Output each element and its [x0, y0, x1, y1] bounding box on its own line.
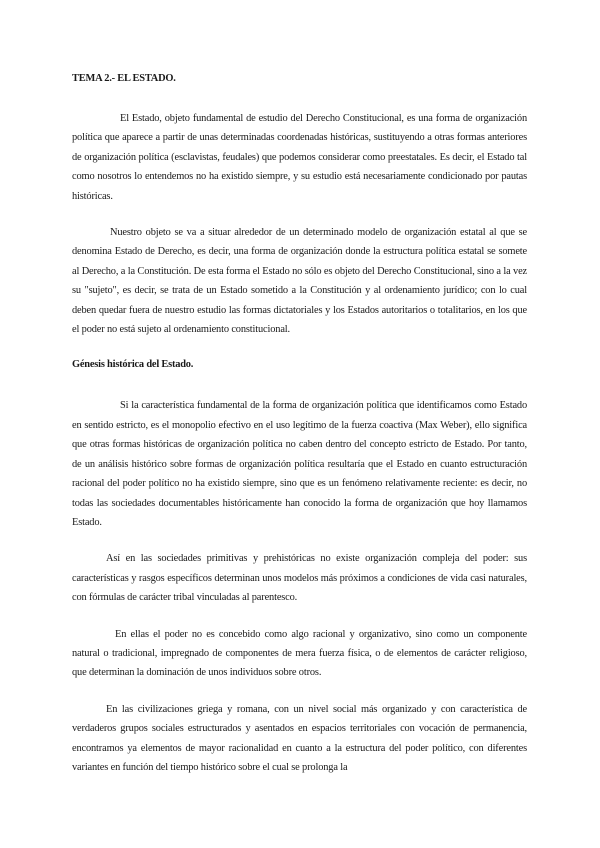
- document-body: [72, 72, 527, 777]
- document-title: TEMA 2.- EL ESTADO.: [72, 73, 176, 84]
- paragraph-section-4: En las civilizaciones griega y romana, con un nivel social más organizado y con característica de verdaderos grupos sociales estructurados y asentados en espacios territoriales con vocación de permanencia, encontramos ya elementos de mayor racionalidad en cuanto a la estructura del poder político, con diferentes variantes en función del tiempo histórico sobre el cual se prolonga la: [72, 703, 527, 773]
- paragraph-intro-2: Nuestro objeto se va a situar alrededor de un determinado modelo de organización estatal al que se denomina Estado de Derecho, es decir, una forma de organización donde la estructura política estatal se somete al Derecho, a la Constitución. De esta forma el Estado no sólo es objeto del Derecho Constitucional, sino a la vez su "sujeto", es decir, se trata de un Estado sometido a la Constitución y al ordenamiento jurídico; con lo cual deben quedar fuera de nuestro estudio las formas dictatoriales y los Estados autoritarios o totalitarios, en los que el poder no está sujeto al ordenamiento constitucional.: [72, 227, 527, 336]
- paragraph-section-1: Si la característica fundamental de la forma de organización política que identificamos como Estado en sentido estricto, es el monopolio efectivo en el uso legítimo de la fuerza coactiva (Max Weber), ello significa que otras formas históricas de organización política no caben dentro del concepto estricto de Estado. Por tanto, de un análisis histórico sobre formas de organización política resultaría que el Estado en cuanto estructuración racional del poder político no ha existido siempre, sino que es un fenómeno relativamente reciente: es decir, no todas las sociedades documentables históricamente han conocido la forma de organización que hoy llamamos Estado.: [72, 400, 527, 528]
- paragraph-intro-1: El Estado, objeto fundamental de estudio del Derecho Constitucional, es una forma de organización política que aparece a partir de unas determinadas coordenadas históricas, sustituyendo a otras formas anteriores de organización política (esclavistas, feudales) que podemos considerar como preestatales. Es decir, el Estado tal como nosotros lo entendemos no ha existido siempre, y su estudio está necesariamente condicionado por pautas históricas.: [72, 113, 527, 202]
- paragraph-section-3: En ellas el poder no es concebido como algo racional y organizativo, sino como un componente natural o tradicional, impregnado de componentes de mera fuerza física, o de elementos de carácter religioso, que determinan la dominación de unos individuos sobre otros.: [72, 628, 527, 679]
- section-heading: Génesis histórica del Estado.: [72, 359, 194, 371]
- paragraph-section-2: Así en las sociedades primitivas y prehistóricas no existe organización compleja del poder: sus características y rasgos específicos determinan unos modelos más próximos a condiciones de vida casi naturales, con fórmulas de carácter tribal vinculadas al parentesco.: [72, 553, 527, 604]
